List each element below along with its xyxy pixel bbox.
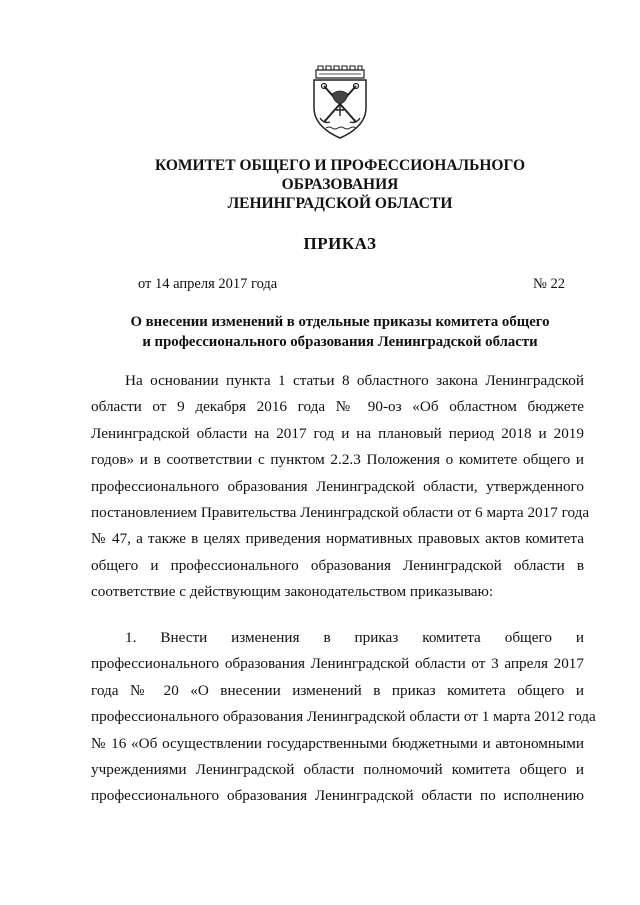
document-number: № 22 — [533, 276, 565, 292]
subject-line: О внесении изменений в отдельные приказы комитета общего — [130, 314, 550, 330]
organization-name — [60, 156, 620, 213]
document-date: от 14 апреля 2017 года — [138, 276, 278, 292]
text-line: № 47, а также в целях приведения нормативных правовых актов комитета — [91, 530, 584, 548]
text-line: учреждениями Ленинградской области полномочий комитета общего и — [91, 760, 584, 778]
org-line: ЛЕНИНГРАДСКОЙ ОБЛАСТИ — [227, 195, 453, 212]
text-line: профессионального образования Ленинградской области от 1 марта 2012 года — [91, 708, 596, 726]
text-line: профессионального образования Ленинградской области, утвержденного — [91, 477, 584, 495]
org-line: ОБРАЗОВАНИЯ — [281, 176, 399, 193]
text-line: профессионального образования Ленинградской области по исполнению — [91, 787, 584, 805]
text-line: На основании пункта 1 статьи 8 областного закона Ленинградской — [125, 372, 584, 389]
text-line: постановлением Правительства Ленинградской области от 6 марта 2017 года — [91, 503, 590, 521]
text-line: 1. Внести изменения в приказ комитета общего и — [125, 629, 584, 646]
paragraph-item-1 — [91, 625, 596, 810]
org-line: КОМИТЕТ ОБЩЕГО И ПРОФЕССИОНАЛЬНОГО — [154, 157, 525, 174]
document-subject — [60, 312, 620, 352]
text-line: № 16 «Об осуществлении государственными бюджетными и автономными — [91, 734, 584, 752]
text-line: Ленинградской области на 2017 год и на плановый период 2018 и 2019 — [91, 424, 584, 442]
text-line: соответствие с действующим законодательством приказываю: — [91, 583, 494, 601]
text-line: годов» и в соответствии с пунктом 2.2.3 Положения о комитете общего и — [91, 451, 584, 469]
text-line: профессионального образования Ленинградской области от 3 апреля 2017 — [91, 655, 584, 673]
paragraph-preamble — [91, 368, 590, 606]
subject-line: и профессионального образования Ленинградской области — [142, 334, 538, 350]
text-line: области от 9 декабря 2016 года № 90-оз «Об областном бюджете — [91, 398, 584, 416]
text-line: общего и профессионального образования Ленинградской области в — [91, 556, 584, 574]
document-type-title: ПРИКАЗ — [303, 234, 377, 253]
coat-of-arms-emblem — [310, 62, 370, 140]
text-line: года № 20 «О внесении изменений в приказ комитета общего и — [91, 681, 584, 699]
